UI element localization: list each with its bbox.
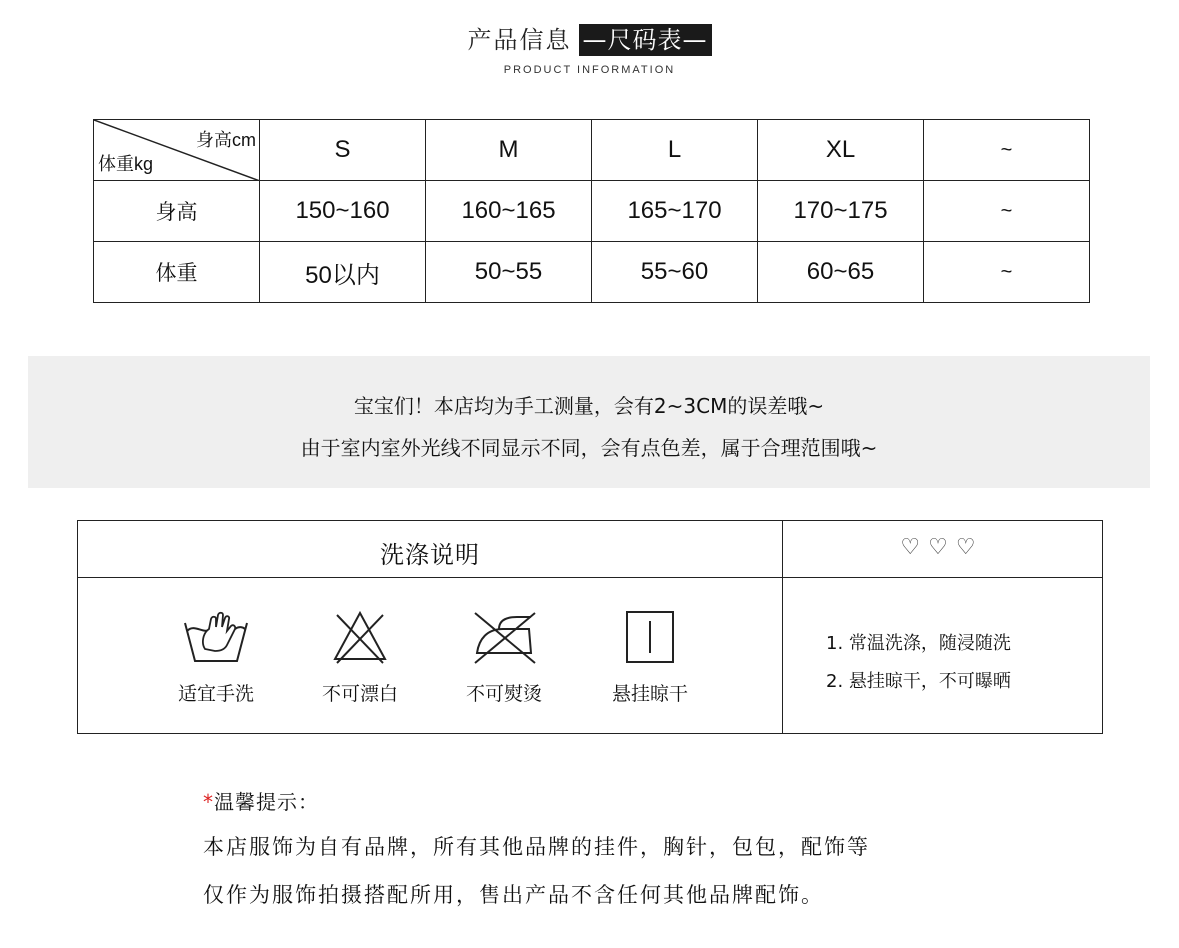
care-label: 不可熨烫 <box>465 683 542 705</box>
care-label: 适宜手洗 <box>177 683 254 705</box>
tips-heading <box>203 786 870 815</box>
notice-line-2: 由于室内室外光线不同显示不同，会有点色差，属于合理范围哦~ <box>300 436 878 460</box>
washing-instructions <box>77 520 1103 734</box>
no-iron-icon <box>469 609 539 665</box>
care-item-no-bleach <box>290 609 430 706</box>
height-s: 150~160 <box>260 181 426 242</box>
care-label: 不可漂白 <box>321 683 398 705</box>
page-subtitle: PRODUCT INFORMATION <box>503 64 676 76</box>
weight-row <box>94 242 1090 303</box>
weight-unit-label: 体重kg <box>98 154 154 174</box>
weight-m: 50~55 <box>426 242 592 303</box>
care-item-hand-wash <box>146 609 286 706</box>
height-row <box>94 181 1090 242</box>
weight-l: 55~60 <box>592 242 758 303</box>
page-header <box>0 20 1179 60</box>
no-bleach-icon <box>325 609 395 665</box>
size-chart-badge: —尺码表— <box>579 24 712 56</box>
page-title: 产品信息 <box>467 26 572 54</box>
size-l: L <box>592 120 758 181</box>
tips-line-2: 仅作为服饰拍摄搭配所用，售出产品不含任何其他品牌配饰。 <box>203 883 824 907</box>
height-more: ~ <box>924 181 1090 242</box>
tips-line-1: 本店服饰为自有品牌，所有其他品牌的挂件，胸针，包包，配饰等 <box>203 835 870 859</box>
notice-line-1: 宝宝们！本店均为手工测量，会有2~3CM的误差哦~ <box>353 394 825 418</box>
measurement-notice <box>28 356 1150 488</box>
height-xl: 170~175 <box>758 181 924 242</box>
size-xl: XL <box>758 120 924 181</box>
care-label: 悬挂晾干 <box>611 683 688 705</box>
washing-title: 洗涤说明 <box>380 541 480 569</box>
size-more: ~ <box>924 120 1090 181</box>
tips-title: 温馨提示： <box>214 790 319 814</box>
hearts-decoration: ♡♡♡ <box>900 535 984 560</box>
size-m: M <box>426 120 592 181</box>
care-note: 1. 常温洗涤，随浸随洗 <box>826 633 1011 654</box>
table-corner-cell <box>94 120 260 181</box>
divider <box>78 577 1102 578</box>
care-item-no-iron <box>434 609 574 706</box>
height-m: 160~165 <box>426 181 592 242</box>
care-note: 2. 悬挂晾干，不可曝晒 <box>826 671 1011 692</box>
height-unit-label: 身高cm <box>196 130 256 150</box>
warm-tips <box>203 786 870 909</box>
care-item-hang-dry <box>580 609 720 706</box>
care-notes <box>826 625 1011 701</box>
weight-more: ~ <box>924 242 1090 303</box>
row-label-height: 身高 <box>94 181 260 242</box>
hand-wash-icon <box>181 609 251 665</box>
size-header-row <box>94 120 1090 181</box>
weight-xl: 60~65 <box>758 242 924 303</box>
asterisk: * <box>203 790 214 814</box>
height-l: 165~170 <box>592 181 758 242</box>
hang-dry-icon <box>615 609 685 665</box>
size-table <box>93 119 1090 303</box>
size-s: S <box>260 120 426 181</box>
weight-s: 50以内 <box>260 242 426 303</box>
row-label-weight: 体重 <box>94 242 260 303</box>
